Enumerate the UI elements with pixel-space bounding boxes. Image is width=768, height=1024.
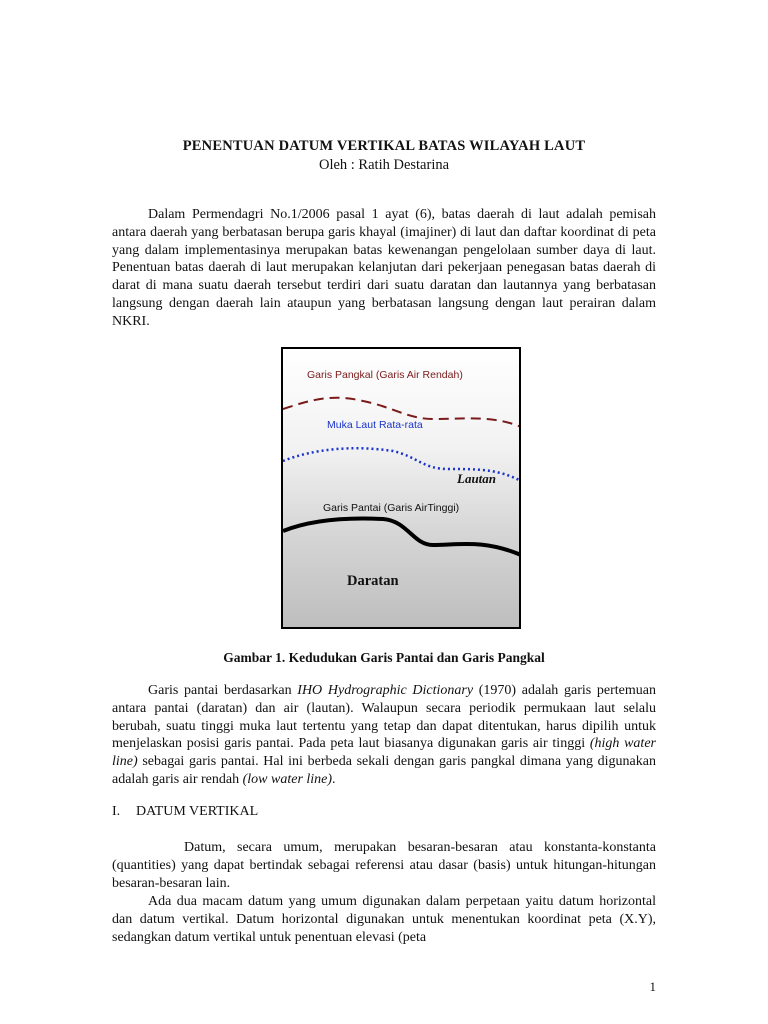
text-segment: . [332,771,336,787]
paragraph-datum-definition: Datum, secara umum, merupakan besaran-besaran atau konstanta-konstanta (quantities) yang dapat bertindak sebagai referensi atau dasar (basis) untuk hitungan-hitungan besaran-besaran lain. [112,840,656,891]
text-segment: (1970) adalah garis pertemuan antara pantai (daratan) dan air (lautan). Walaupun secara periodik permukaan laut selalu berubah, suatu tinggi muka laut tertentu yang tetap dan dapat ditentukan, harus dipilih untuk menjelaskan posisi garis pantai. Pada peta laut biasanya digunakan garis air tinggi [112,683,656,752]
document-title: PENENTUAN DATUM VERTIKAL BATAS WILAYAH LAUT [182,138,586,154]
sea-land-background [283,349,521,629]
low-water-line-term: (low water line) [242,771,333,787]
paragraph-datum-types: Ada dua macam datum yang umum digunakan dalam perpetaan yaitu datum horizontal dan datum vertikal. Datum horizontal digunakan untuk menentukan koordinat peta (X.Y), sedangkan datum vertikal untuk penentuan elevasi (peta [112,894,656,945]
paragraph-garis-pantai [112,682,656,789]
paragraph-intro: Dalam Permendagri No.1/2006 pasal 1 ayat (6), batas daerah di laut adalah pemisah antara daerah yang berbatasan berupa garis khayal (imajiner) di laut dan daftar koordinat di peta yang dalam implementasinya merupakan batas kewenangan pengelolaan sumber daya di laut. Penentuan batas daerah di laut merupakan kelanjutan dari pekerjaan penegasan batas daerah di darat di mana suatu daerah tersebut terdiri dari suatu daratan dan lautannya yang berbatasan langsung dengan daerah lain ataupun yang berbatasan langsung dengan laut perairan dalam NKRI. [112,207,656,329]
lautan-label: Lautan [457,471,497,486]
page-number: 1 [649,979,656,994]
section-number: I. [112,804,121,819]
garis-pangkal-label: Garis Pangkal (Garis Air Rendah) [307,369,463,381]
coastline-diagram [283,349,521,629]
author-line: Oleh : Ratih Destarina [318,157,450,173]
text-segment: sebagai garis pantai. Hal ini berbeda sekali dengan garis pangkal dimana yang digunakan adalah garis air rendah [112,754,656,787]
high-water-line-term: (high water line) [112,736,656,770]
section-title: DATUM VERTIKAL [136,804,259,819]
text-segment: Garis pantai berdasarkan [148,683,298,698]
figure-caption: Gambar 1. Kedudukan Garis Pantai dan Garis Pangkal [223,650,545,665]
coastline-figure [281,347,521,629]
section-heading [112,804,258,820]
garis-pantai-label: Garis Pantai (Garis AirTinggi) [323,502,460,514]
daratan-label: Daratan [347,573,399,589]
muka-laut-rata-rata-label: Muka Laut Rata-rata [327,419,423,431]
iho-dictionary-term: IHO Hydrographic Dictionary [297,683,474,698]
